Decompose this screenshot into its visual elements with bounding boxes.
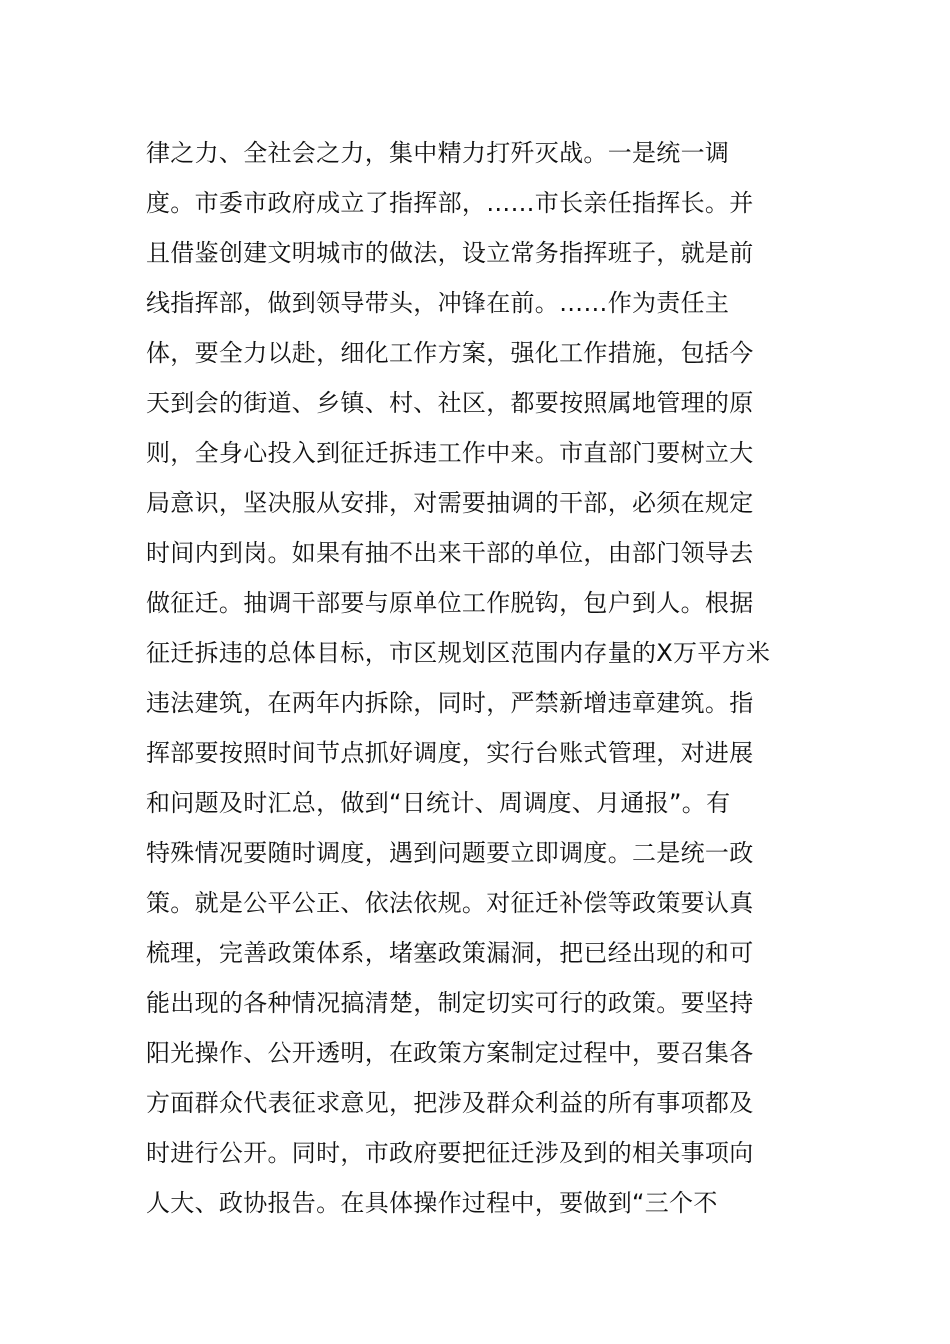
text-line: 度。市委市政府成立了指挥部，……市长亲任指挥长。并: [146, 189, 754, 217]
text-line: 局意识，坚决服从安排，对需要抽调的干部，必须在规定: [146, 489, 754, 517]
text-line: 征迁拆违的总体目标，市区规划区范围内存量的X万平方米: [146, 639, 771, 667]
text-line: 则，全身心投入到征迁拆违工作中来。市直部门要树立大: [146, 439, 754, 467]
text-line: 挥部要按照时间节点抓好调度，实行台账式管理，对进展: [146, 739, 754, 767]
text-line: 策。就是公平公正、依法依规。对征迁补偿等政策要认真: [146, 889, 754, 917]
text-line: 体，要全力以赴，细化工作方案，强化工作措施，包括今: [146, 339, 754, 367]
text-line: 且借鉴创建文明城市的做法，设立常务指挥班子，就是前: [146, 239, 754, 267]
text-line: 律之力、全社会之力，集中精力打歼灭战。一是统一调: [146, 139, 730, 167]
text-line: 人大、政协报告。在具体操作过程中，要做到“三个不: [146, 1189, 718, 1217]
text-line: 和问题及时汇总，做到“日统计、周调度、月通报”。有: [146, 789, 731, 817]
text-line: 能出现的各种情况搞清楚，制定切实可行的政策。要坚持: [146, 989, 754, 1017]
text-line: 方面群众代表征求意见，把涉及群众利益的所有事项都及: [146, 1089, 754, 1117]
text-line: 线指挥部，做到领导带头，冲锋在前。……作为责任主: [146, 289, 730, 317]
text-line: 梳理，完善政策体系，堵塞政策漏洞，把已经出现的和可: [146, 939, 754, 967]
text-line: 做征迁。抽调干部要与原单位工作脱钩，包户到人。根据: [146, 589, 754, 617]
text-line: 时间内到岗。如果有抽不出来干部的单位，由部门领导去: [146, 539, 754, 567]
text-line: 天到会的街道、乡镇、村、社区，都要按照属地管理的原: [146, 389, 754, 417]
text-line: 特殊情况要随时调度，遇到问题要立即调度。二是统一政: [146, 839, 754, 867]
text-line: 阳光操作、公开透明，在政策方案制定过程中，要召集各: [146, 1039, 754, 1067]
text-line: 违法建筑，在两年内拆除，同时，严禁新增违章建筑。指: [146, 689, 754, 717]
body-text: [146, 128, 810, 1228]
text-line: 时进行公开。同时，市政府要把征迁涉及到的相关事项向: [146, 1139, 754, 1167]
